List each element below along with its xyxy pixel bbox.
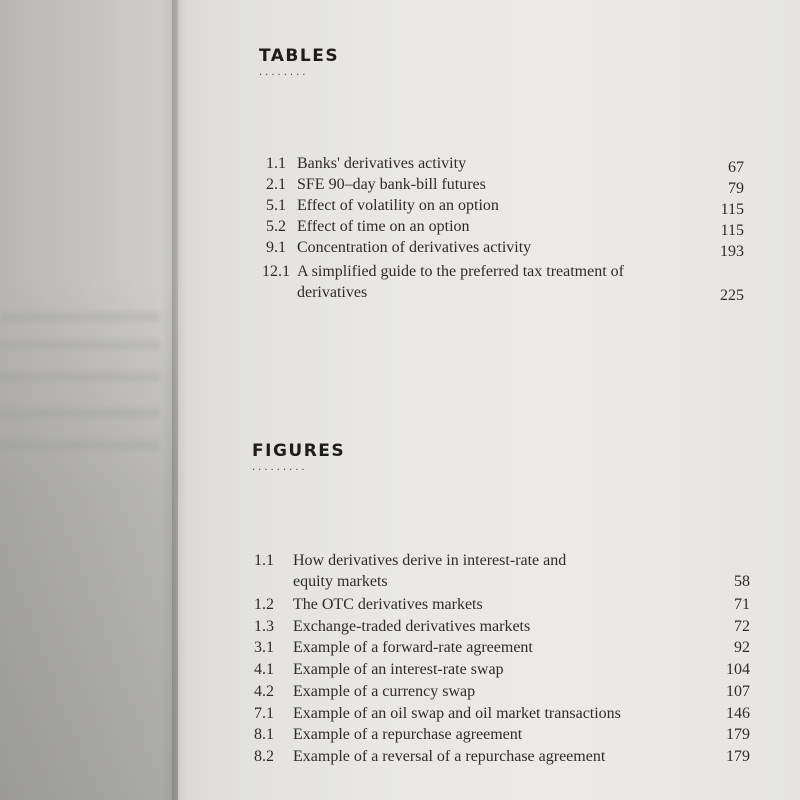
entry-title: Example of a reversal of a repurchase agreement [293, 748, 606, 765]
entry-page: 58 [734, 573, 750, 590]
entry-number: 8.2 [254, 748, 274, 765]
entry-title: Effect of time on an option [297, 218, 470, 235]
entry-page: 225 [720, 287, 744, 304]
entry-page: 107 [726, 683, 750, 700]
book-gutter [172, 0, 186, 800]
faded-text-line [0, 440, 160, 450]
entry-page: 115 [720, 201, 744, 218]
entry-title: Effect of volatility on an option [297, 197, 499, 214]
entry-page: 92 [734, 639, 750, 656]
entry-title: Example of a forward-rate agreement [293, 639, 533, 656]
faded-text-line [0, 372, 160, 382]
entry-number: 3.1 [254, 639, 274, 656]
entry-number: 5.1 [266, 197, 286, 214]
entry-page: 79 [728, 180, 744, 197]
faded-text-line [0, 340, 160, 350]
tables-heading: TABLES [259, 46, 340, 66]
tables-heading-dots: ........ [259, 67, 309, 78]
entry-title-continued: derivatives [297, 284, 368, 301]
entry-number: 1.1 [266, 155, 286, 172]
entry-page: 67 [728, 159, 744, 176]
entry-title: Concentration of derivatives activity [297, 239, 532, 256]
entry-title: Banks' derivatives activity [297, 155, 467, 172]
entry-title: Exchange-traded derivatives markets [293, 618, 531, 635]
entry-title: Example of a repurchase agreement [293, 726, 523, 743]
entry-number: 4.1 [254, 661, 274, 678]
entry-title: The OTC derivatives markets [293, 596, 483, 613]
entry-number: 1.1 [254, 552, 274, 569]
entry-page: 115 [720, 222, 744, 239]
entry-page: 104 [726, 661, 750, 678]
entry-number: 1.3 [254, 618, 274, 635]
entry-title: SFE 90–day bank-bill futures [297, 176, 486, 193]
figures-heading: FIGURES [252, 441, 346, 461]
entry-number: 7.1 [254, 705, 274, 722]
entry-page: 146 [726, 705, 750, 722]
entry-page: 71 [734, 596, 750, 613]
entry-number: 4.2 [254, 683, 274, 700]
entry-number: 2.1 [266, 176, 286, 193]
entry-title-continued: equity markets [293, 573, 388, 590]
entry-title: Example of an oil swap and oil market transactions [293, 705, 621, 722]
facing-page-shadow [0, 280, 178, 800]
entry-page: 72 [734, 618, 750, 635]
entry-number: 12.1 [262, 263, 290, 280]
faded-text-line [0, 408, 160, 418]
entry-title: Example of an interest-rate swap [293, 661, 504, 678]
entry-number: 9.1 [266, 239, 286, 256]
figures-heading-dots: ......... [252, 462, 308, 473]
entry-page: 179 [726, 748, 750, 765]
entry-title: A simplified guide to the preferred tax treatment of [297, 263, 624, 280]
entry-number: 8.1 [254, 726, 274, 743]
faded-text-line [0, 312, 160, 322]
entry-title: How derivatives derive in interest-rate and [293, 552, 567, 569]
entry-number: 5.2 [266, 218, 286, 235]
entry-title: Example of a currency swap [293, 683, 476, 700]
entry-page: 179 [726, 726, 750, 743]
entry-page: 193 [720, 243, 744, 260]
entry-number: 1.2 [254, 596, 274, 613]
